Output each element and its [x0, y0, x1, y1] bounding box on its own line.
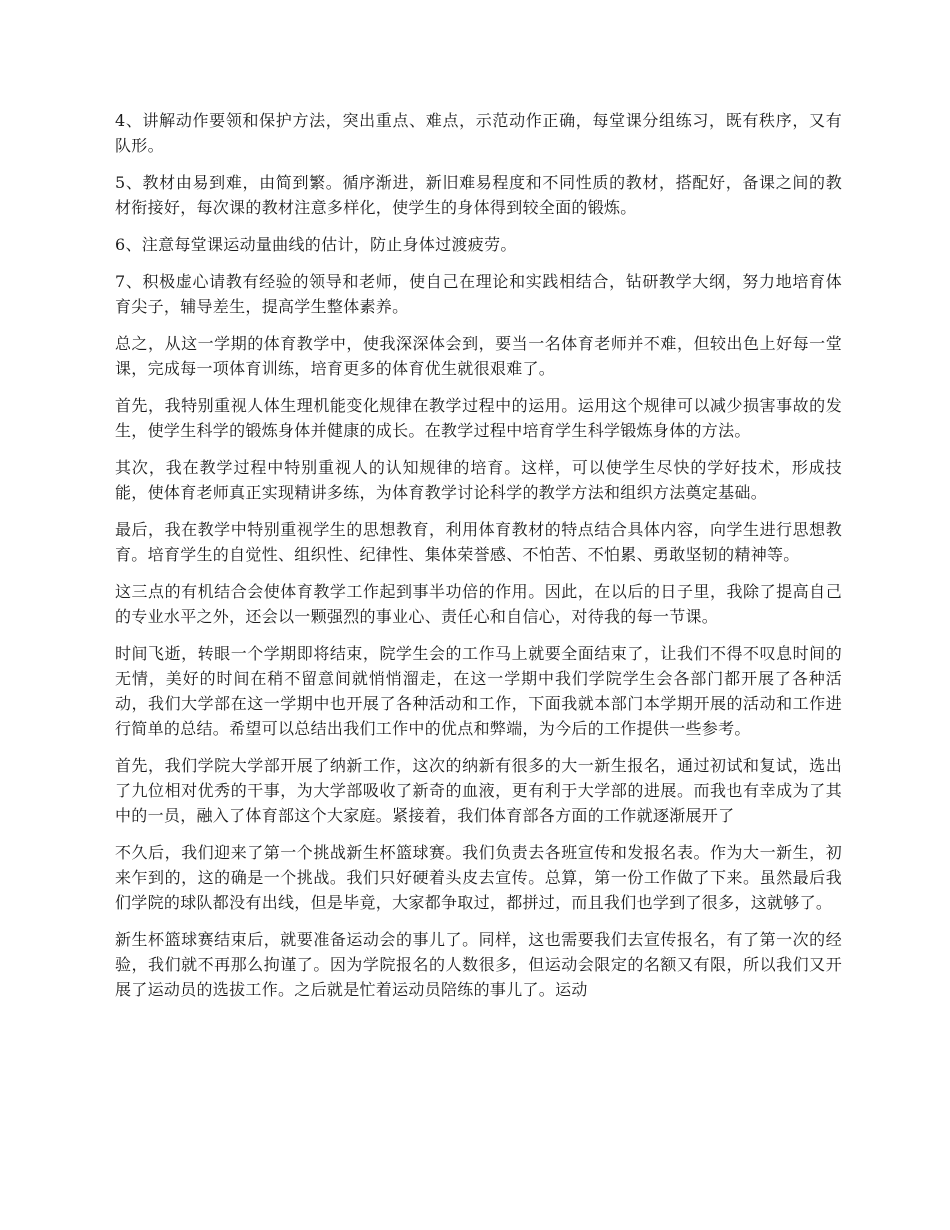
paragraph-sports-meet: 新生杯篮球赛结束后，就要准备运动会的事儿了。同样，这也需要我们去宣传报名，有了第一次的经验，我们就不再那么拘谨了。因为学院报名的人数很多，但运动会限定的名额又有限，所以我们又开展了运动员的选拔工作。之后就是忙着运动员陪练的事儿了。运动 — [115, 930, 842, 999]
document-page — [115, 108, 842, 1014]
paragraph-basketball: 不久后，我们迎来了第一个挑战新生杯篮球赛。我们负责去各班宣传和发报名表。作为大一新生，初来乍到的，这的确是一个挑战。我们只好硬着头皮去宣传。总算，第一份工作做了下来。虽然最后我们学院的球队都没有出线，但是毕竟，大家都争取过，都拼过，而且我们也学到了很多，这就够了。 — [115, 843, 842, 912]
paragraph-conclusion: 这三点的有机结合会使体育教学工作起到事半功倍的作用。因此，在以后的日子里，我除了提高自己的专业水平之外，还会以一颗强烈的事业心、责任心和自信心，对待我的每一节课。 — [115, 582, 842, 626]
paragraph-item-6: 6、注意每堂课运动量曲线的估计，防止身体过渡疲劳。 — [115, 235, 517, 254]
paragraph-item-7: 7、积极虚心请教有经验的领导和老师，使自己在理论和实践相结合，钻研教学大纲，努力地培育体育尖子，辅导差生，提高学生整体素养。 — [115, 272, 842, 316]
paragraph-first-point: 首先，我特别重视人体生理机能变化规律在教学过程中的运用。运用这个规律可以减少损害事故的发生，使学生科学的锻炼身体并健康的成长。在教学过程中培育学生科学锻炼身体的方法。 — [115, 396, 842, 440]
paragraph-summary: 总之，从这一学期的体育教学中，使我深深体会到，要当一名体育老师并不难，但较出色上好每一堂课，完成每一项体育训练，培育更多的体育优生就很艰难了。 — [115, 334, 842, 378]
paragraph-third-point: 最后，我在教学中特别重视学生的思想教育，利用体育教材的特点结合具体内容，向学生进行思想教育。培育学生的自觉性、组织性、纪律性、集体荣誉感、不怕苦、不怕累、勇敢坚韧的精神等。 — [115, 520, 842, 564]
paragraph-item-5: 5、教材由易到难，由简到繁。循序渐进，新旧难易程度和不同性质的教材，搭配好，备课之间的教材衔接好，每次课的教材注意多样化，使学生的身体得到较全面的锻炼。 — [115, 173, 842, 217]
paragraph-semester-intro: 时间飞逝，转眼一个学期即将结束，院学生会的工作马上就要全面结束了，让我们不得不叹息时间的无情，美好的时间在稍不留意间就悄悄溜走，在这一学期中我们学院学生会各部门都开展了各种活动，我们大学部在这一学期中也开展了各种活动和工作，下面我就本部门本学期开展的活动和工作进行简单的总结。希望可以总结出我们工作中的优点和弊端，为今后的工作提供一些参考。 — [115, 644, 842, 738]
paragraph-recruitment: 首先，我们学院大学部开展了纳新工作，这次的纳新有很多的大一新生报名，通过初试和复试，选出了九位相对优秀的干事，为大学部吸收了新奇的血液，更有利于大学部的进展。而我也有幸成为了其中的一员，融入了体育部这个大家庭。紧接着，我们体育部各方面的工作就逐渐展开了 — [115, 756, 842, 825]
paragraph-item-4: 4、讲解动作要领和保护方法，突出重点、难点，示范动作正确，每堂课分组练习，既有秩序，又有队形。 — [115, 111, 842, 155]
paragraph-second-point: 其次，我在教学过程中特别重视人的认知规律的培育。这样，可以使学生尽快的学好技术，形成技能，使体育老师真正实现精讲多练，为体育教学讨论科学的教学方法和组织方法奠定基础。 — [115, 458, 842, 502]
